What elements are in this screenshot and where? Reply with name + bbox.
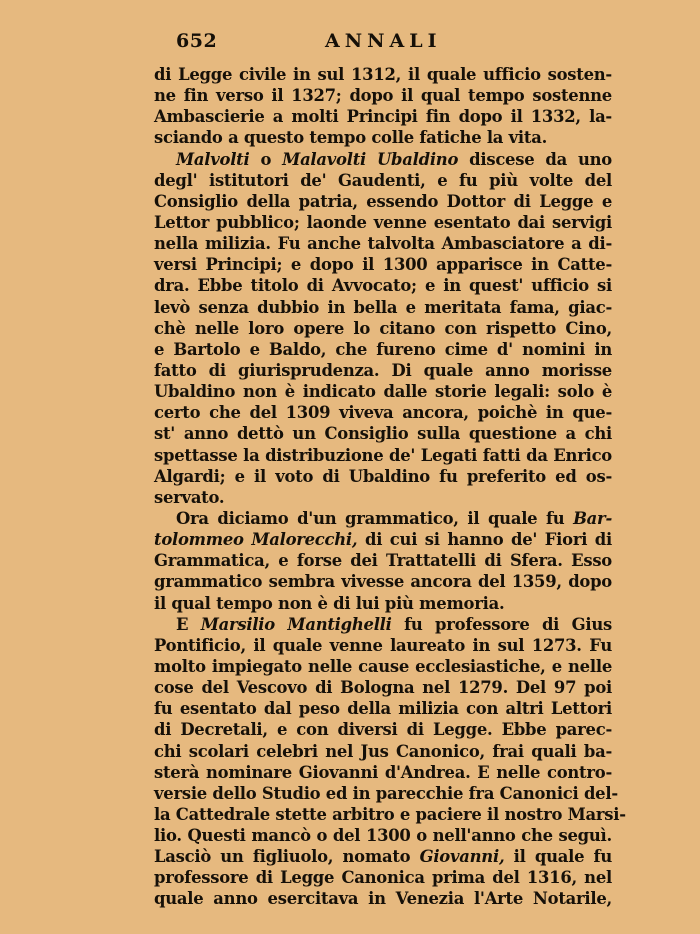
text-line	[154, 402, 612, 423]
text-run: quale anno esercitava in Venezia l'Arte Notarile,	[154, 889, 612, 909]
text-run: di cui si hanno de' Fiori di	[357, 530, 612, 550]
text-run: dra. Ebbe titolo di Avvocato; e in quest' ufficio si	[154, 276, 612, 296]
text-run: la Cattedrale stette arbitro e paciere il nostro Marsi-	[154, 804, 626, 824]
text-run: chi scolari celebri nel Jus Canonico, frai quali ba-	[154, 741, 612, 761]
italic-name: Giovanni,	[419, 847, 505, 867]
running-head: ANNALI	[325, 30, 442, 52]
text-run: il qual tempo non è di lui più memoria.	[154, 593, 505, 613]
text-run: sciando a questo tempo colle fatiche la vita.	[154, 128, 548, 148]
text-run: chè nelle loro opere lo citano con rispetto Cino,	[154, 318, 612, 338]
text-line	[154, 318, 612, 339]
body-text	[154, 64, 626, 910]
text-run: ne fin verso il 1327; dopo il qual tempo sostenne	[154, 86, 612, 106]
italic-name: Malavolti Ubaldino	[282, 149, 459, 169]
page-number: 652	[176, 30, 218, 52]
text-line	[154, 698, 612, 719]
text-line	[154, 85, 612, 106]
text-line	[154, 233, 612, 254]
text-line	[154, 529, 612, 550]
text-run: Algardi; e il voto di Ubaldino fu preferito ed os-	[154, 466, 612, 486]
text-line	[154, 127, 612, 148]
text-run: spettasse la distribuzione de' Legati fatti da Enrico	[154, 445, 612, 465]
text-run: grammatico sembra vivesse ancora del 1359, dopo	[154, 572, 612, 592]
text-line	[154, 846, 612, 867]
text-line	[154, 170, 612, 191]
text-line	[154, 445, 612, 466]
text-run: degl' istitutori de' Gaudenti, e fu più volte del	[154, 170, 612, 190]
text-run: Consiglio della patria, essendo Dottor di Legge e	[154, 191, 612, 211]
text-line	[154, 149, 612, 170]
text-line	[154, 508, 612, 529]
text-run: di Decretali, e con diversi di Legge. Ebbe parec-	[154, 720, 612, 740]
text-line	[154, 614, 612, 635]
text-run: Pontificio, il quale venne laureato in sul 1273. Fu	[154, 635, 612, 655]
text-run: sterà nominare Giovanni d'Andrea. E nelle contro-	[154, 762, 612, 782]
text-line	[154, 254, 612, 275]
text-line	[154, 719, 612, 740]
text-run: di Legge civile in sul 1312, il quale ufficio sosten-	[154, 65, 612, 84]
text-line	[154, 867, 612, 888]
text-run: Grammatica, e forse dei Trattatelli di Sfera. Esso	[154, 551, 612, 571]
text-run: certo che del 1309 viveva ancora, poichè in que-	[154, 403, 612, 423]
text-line	[154, 762, 612, 783]
text-run: servato.	[154, 487, 225, 507]
text-line	[154, 677, 612, 698]
text-run: fatto di giurisprudenza. Di quale anno morisse	[154, 360, 612, 380]
text-run: lio. Questi mancò o del 1300 o nell'anno che seguì.	[154, 826, 612, 846]
text-run: Ubaldino non è indicato dalle storie legali: solo è	[154, 382, 612, 402]
text-run: E	[176, 614, 201, 634]
text-line	[154, 635, 612, 656]
text-line	[154, 487, 612, 508]
text-run: Lasciò un figliuolo, nomato	[154, 847, 420, 867]
text-run: molto impiegato nelle cause ecclesiastiche, e nelle	[154, 656, 612, 676]
text-line	[154, 593, 612, 614]
text-run: professore di Legge Canonica prima del 1316, nel	[154, 868, 612, 888]
text-line	[154, 339, 612, 360]
text-line	[154, 212, 612, 233]
text-line	[154, 106, 612, 127]
text-line	[154, 297, 612, 318]
text-run: versie dello Studio ed in parecchie fra Canonici del-	[154, 783, 618, 803]
text-run: o	[249, 149, 283, 169]
text-line	[154, 64, 612, 85]
text-run: Ora diciamo d'un grammatico, il quale fu	[176, 508, 574, 528]
text-run: Ambascierie a molti Principi fin dopo il 1332, la-	[154, 107, 612, 127]
text-line	[154, 423, 612, 444]
text-line	[154, 825, 612, 846]
italic-name: tolommeo Malorecchi,	[154, 530, 358, 550]
italic-name: Bar-	[573, 508, 612, 528]
text-line	[154, 804, 626, 825]
text-run: il quale fu	[504, 847, 612, 867]
text-line	[154, 888, 612, 909]
text-line	[154, 466, 612, 487]
italic-name: Marsilio Mantighelli	[200, 614, 392, 634]
text-run: discese da uno	[458, 149, 612, 169]
text-run: nella milizia. Fu anche talvolta Ambasciatore a di-	[154, 234, 612, 254]
page-header	[150, 30, 610, 56]
text-line	[154, 656, 612, 677]
text-run: versi Principi; e dopo il 1300 apparisce in Catte-	[154, 255, 612, 275]
text-run: Lettor pubblico; laonde venne esentato dai servigi	[154, 212, 612, 232]
text-line	[154, 191, 612, 212]
italic-name: Malvolti	[176, 149, 250, 169]
text-line	[154, 571, 612, 592]
text-line	[154, 783, 618, 804]
text-line	[154, 360, 612, 381]
text-run: e Bartolo e Baldo, che fureno cime d' nomini in	[154, 339, 612, 359]
text-line	[154, 275, 612, 296]
text-run: cose del Vescovo di Bologna nel 1279. Del 97 poi	[154, 678, 612, 698]
text-line	[154, 381, 612, 402]
text-run: fu esentato dal peso della milizia con altri Lettori	[154, 699, 612, 719]
text-run: st' anno dettò un Consiglio sulla questione a chi	[154, 424, 612, 444]
text-line	[154, 741, 612, 762]
text-line	[154, 550, 612, 571]
text-run: levò senza dubbio in bella e meritata fama, giac-	[154, 297, 612, 317]
text-run: fu professore di Gius	[391, 614, 612, 634]
